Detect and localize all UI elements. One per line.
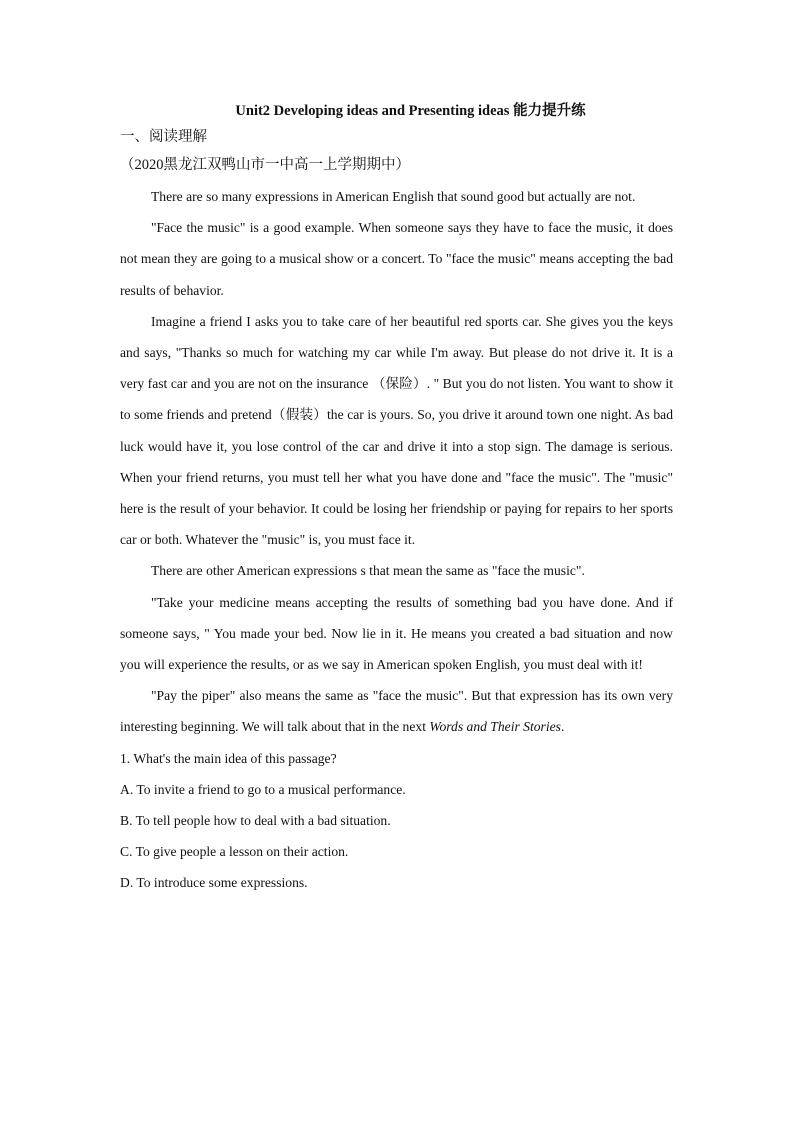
source-note: （2020黑龙江双鸭山市一中高一上学期期中） <box>120 157 410 173</box>
option-d: D. To introduce some expressions. <box>120 875 308 891</box>
series-title-italic: Words and Their Stories <box>429 719 561 735</box>
passage-paragraph-5: "Take your medicine means accepting the results of something bad you have done. And if someone says, " You made your bed. Now lie in it. He means you created a bad situation and now you will experience the results, or as we say in American spoken English, you must deal with it! <box>120 594 673 673</box>
passage-paragraph-1: There are so many expressions in American English that sound good but actually are not. <box>151 189 636 204</box>
question-stem: 1. What's the main idea of this passage? <box>120 750 337 766</box>
passage-paragraph-4: There are other American expressions s that mean the same as "face the music". <box>151 563 585 579</box>
passage-paragraph-3: Imagine a friend I asks you to take care of her beautiful red sports car. She gives you the keys and says, "Thanks so much for watching my car while I'm away. But please do not drive it. It is a very fast car and you are not on the insurance （保险）. " But you do not listen. You want to show it to some friends and pretend（假装）the car is yours. So, you drive it around town one night. As bad luck would have it, you lose control of the car and drive it into a stop sign. The damage is serious. When your friend returns, you must tell her what you have done and "face the music". The "music" here is the result of your behavior. It could be losing her friendship or paying for repairs to her sports car or both. Whatever the "music" is, you must face it. <box>120 313 673 548</box>
passage-paragraph-2: "Face the music" is a good example. When someone says they have to face the music, it does not mean they are going to a musical show or a concert. To "face the music" means accepting the bad results of behavior. <box>120 220 673 298</box>
document-content <box>120 98 673 899</box>
option-b: B. To tell people how to deal with a bad situation. <box>120 813 391 829</box>
page-title: Unit2 Developing ideas and Presenting ideas 能力提升练 <box>235 103 586 119</box>
option-c: C. To give people a lesson on their action. <box>120 844 349 860</box>
passage-paragraph-6 <box>120 680 673 742</box>
option-a: A. To invite a friend to go to a musical performance. <box>120 781 406 797</box>
paragraph-6-end: . <box>560 719 565 735</box>
section-heading: 一、阅读理解 <box>120 129 207 145</box>
paragraph-6-text: "Pay the piper" also means the same as "face the music". But that expression has its own very interesting beginning. We will talk about that in the next <box>120 688 673 735</box>
